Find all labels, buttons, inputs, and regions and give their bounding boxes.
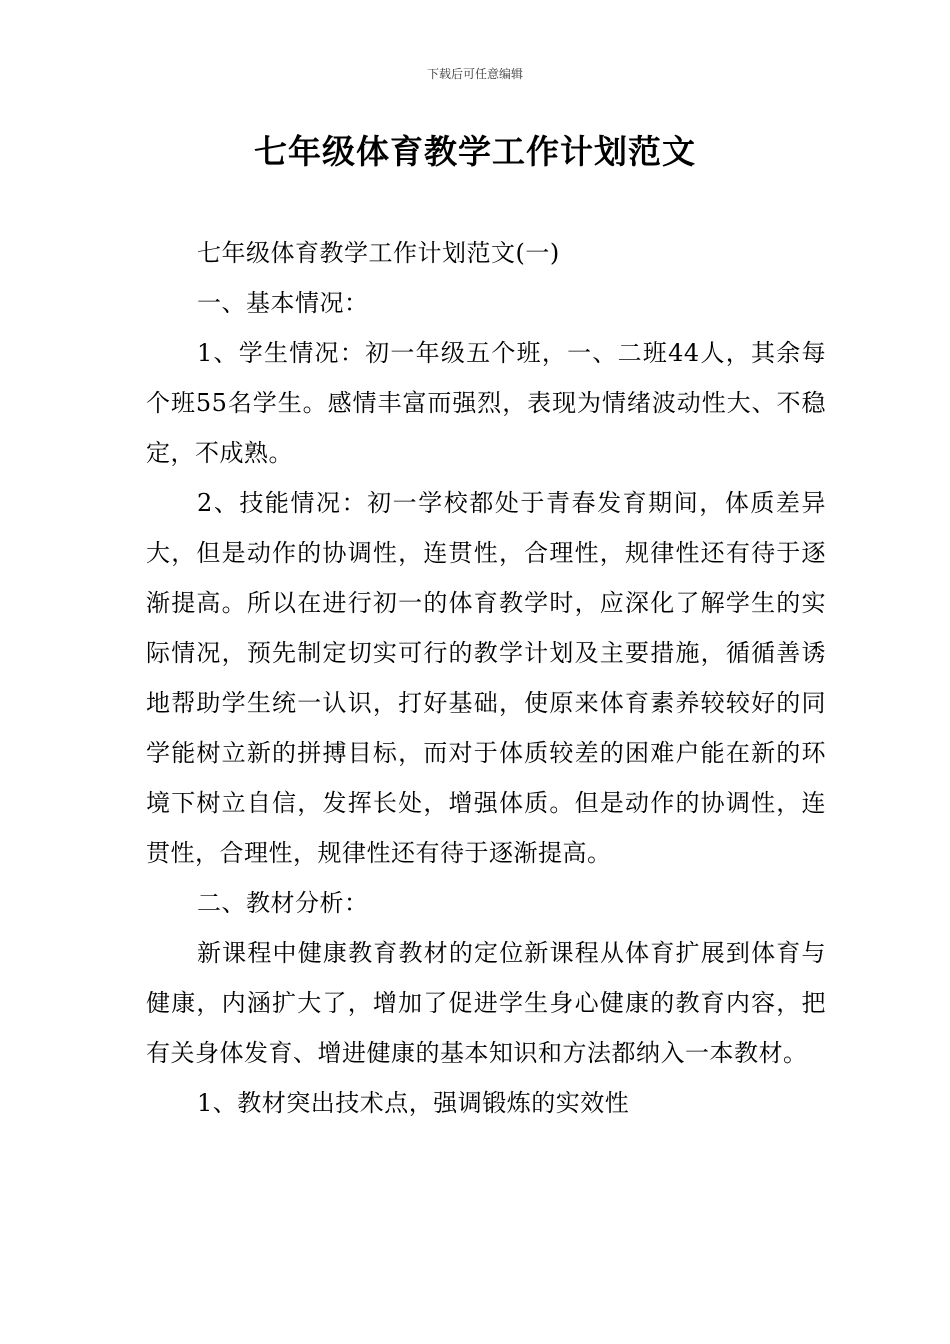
section-heading-materials: 二、教材分析： xyxy=(197,889,369,917)
section-heading-basic: 一、基本情况： xyxy=(197,289,369,317)
document-title: 七年级体育教学工作计划范文 xyxy=(254,132,696,171)
paragraph-students: 1、学生情况：初一年级五个班，一、二班44人，其余每个班55名学生。感情丰富而强烈，表现为情绪波动性大、不稳定，不成熟。 xyxy=(146,339,826,467)
document-body xyxy=(146,228,826,1128)
header-note: 下载后可任意编辑 xyxy=(426,67,523,81)
subtitle-paragraph: 七年级体育教学工作计划范文(一) xyxy=(197,239,560,267)
paragraph-point-1: 1、教材突出技术点，强调锻炼的实效性 xyxy=(197,1089,630,1117)
paragraph-materials: 新课程中健康教育教材的定位新课程从体育扩展到体育与健康，内涵扩大了，增加了促进学生身心健康的教育内容，把有关身体发育、增进健康的基本知识和方法都纳入一本教材。 xyxy=(146,939,826,1067)
paragraph-skills: 2、技能情况：初一学校都处于青春发育期间，体质差异大，但是动作的协调性，连贯性，合理性，规律性还有待于逐渐提高。所以在进行初一的体育教学时，应深化了解学生的实际情况，预先制定切实可行的教学计划及主要措施，循循善诱地帮助学生统一认识，打好基础，使原来体育素养较较好的同学能树立新的拼搏目标，而对于体质较差的困难户能在新的环境下树立自信，发挥长处，增强体质。但是动作的协调性，连贯性，合理性，规律性还有待于逐渐提高。 xyxy=(146,489,826,867)
